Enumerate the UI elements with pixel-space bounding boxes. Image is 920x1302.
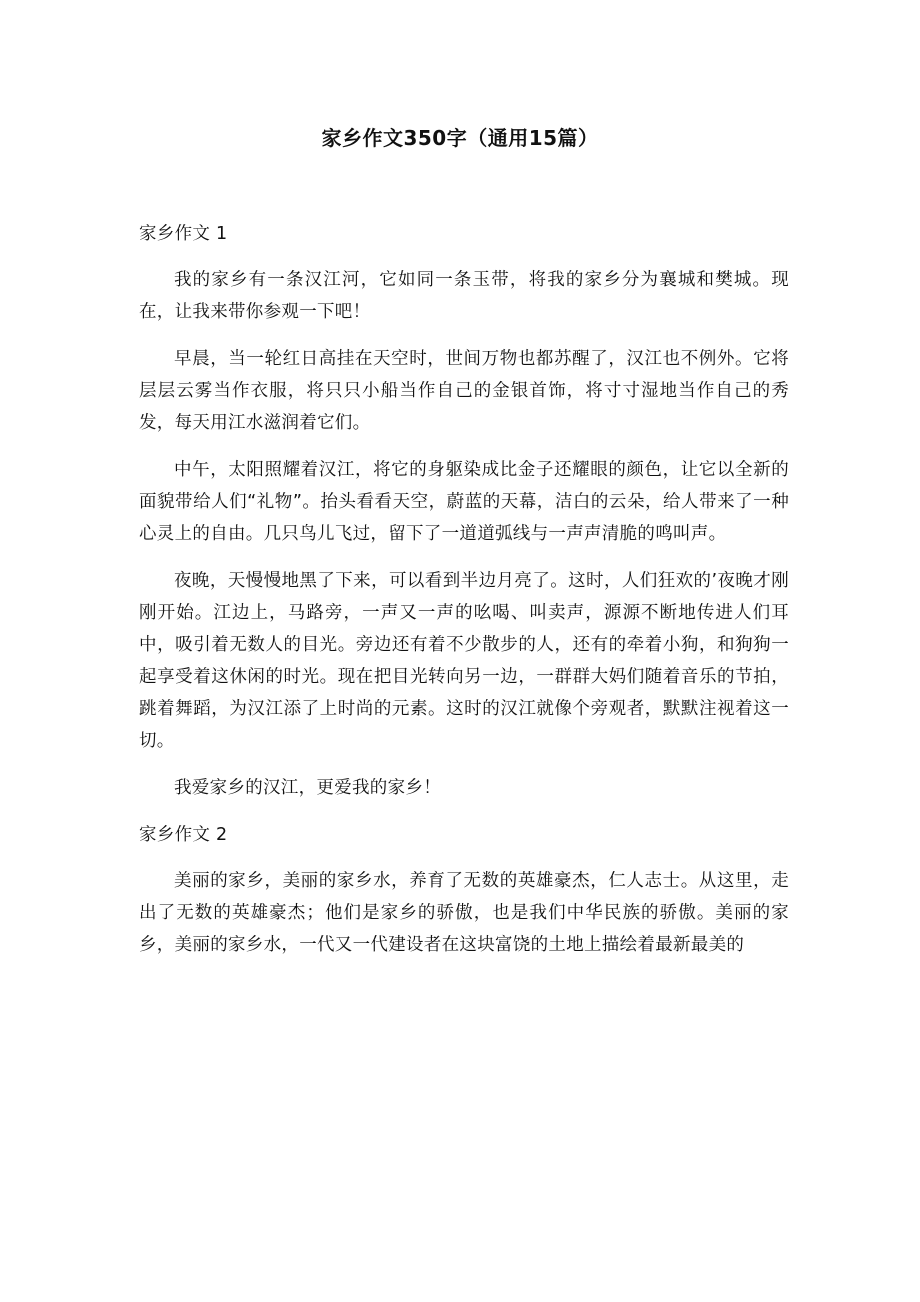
paragraph: 夜晚，天慢慢地黑了下来，可以看到半边月亮了。这时，人们狂欢的’夜晚才刚刚开始。江边上，马路旁，一声又一声的吆喝、叫卖声，源源不断地传进人们耳中，吸引着无数人的目光。旁边还有着不少散步的人，还有的牵着小狗，和狗狗一起享受着这休闲的时光。现在把目光转向另一边，一群群大妈们随着音乐的节拍，跳着舞蹈，为汉江添了上时尚的元素。这时的汉江就像个旁观者，默默注视着这一切。 <box>139 571 789 751</box>
paragraph: 中午，太阳照耀着汉江，将它的身躯染成比金子还耀眼的颜色，让它以全新的面貌带给人们“礼物”。抬头看看天空，蔚蓝的天幕，洁白的云朵，给人带来了一种心灵上的自由。几只鸟儿飞过，留下了一道道弧线与一声声清脆的鸣叫声。 <box>139 460 789 544</box>
section-heading: 家乡作文 2 <box>139 825 228 845</box>
paragraph: 美丽的家乡，美丽的家乡水，养育了无数的英雄豪杰，仁人志士。从这里，走出了无数的英雄豪杰；他们是家乡的骄傲，也是我们中华民族的骄傲。美丽的家乡，美丽的家乡水，一代又一代建设者在这块富饶的土地上描绘着最新最美的 <box>139 871 789 955</box>
paragraph: 早晨，当一轮红日高挂在天空时，世间万物也都苏醒了，汉江也不例外。它将层层云雾当作衣服，将只只小船当作自己的金银首饰，将寸寸湿地当作自己的秀发，每天用江水滋润着它们。 <box>139 349 789 433</box>
paragraph: 我爱家乡的汉江，更爱我的家乡！ <box>174 778 441 798</box>
paragraph: 我的家乡有一条汉江河，它如同一条玉带，将我的家乡分为襄城和樊城。现在，让我来带你参观一下吧！ <box>139 270 789 322</box>
essay-section-1 <box>139 218 789 804</box>
section-heading: 家乡作文 1 <box>139 224 228 244</box>
essay-section-2 <box>139 819 789 961</box>
document-body <box>139 218 789 976</box>
document-title: 家乡作文350字（通用15篇） <box>321 126 599 150</box>
